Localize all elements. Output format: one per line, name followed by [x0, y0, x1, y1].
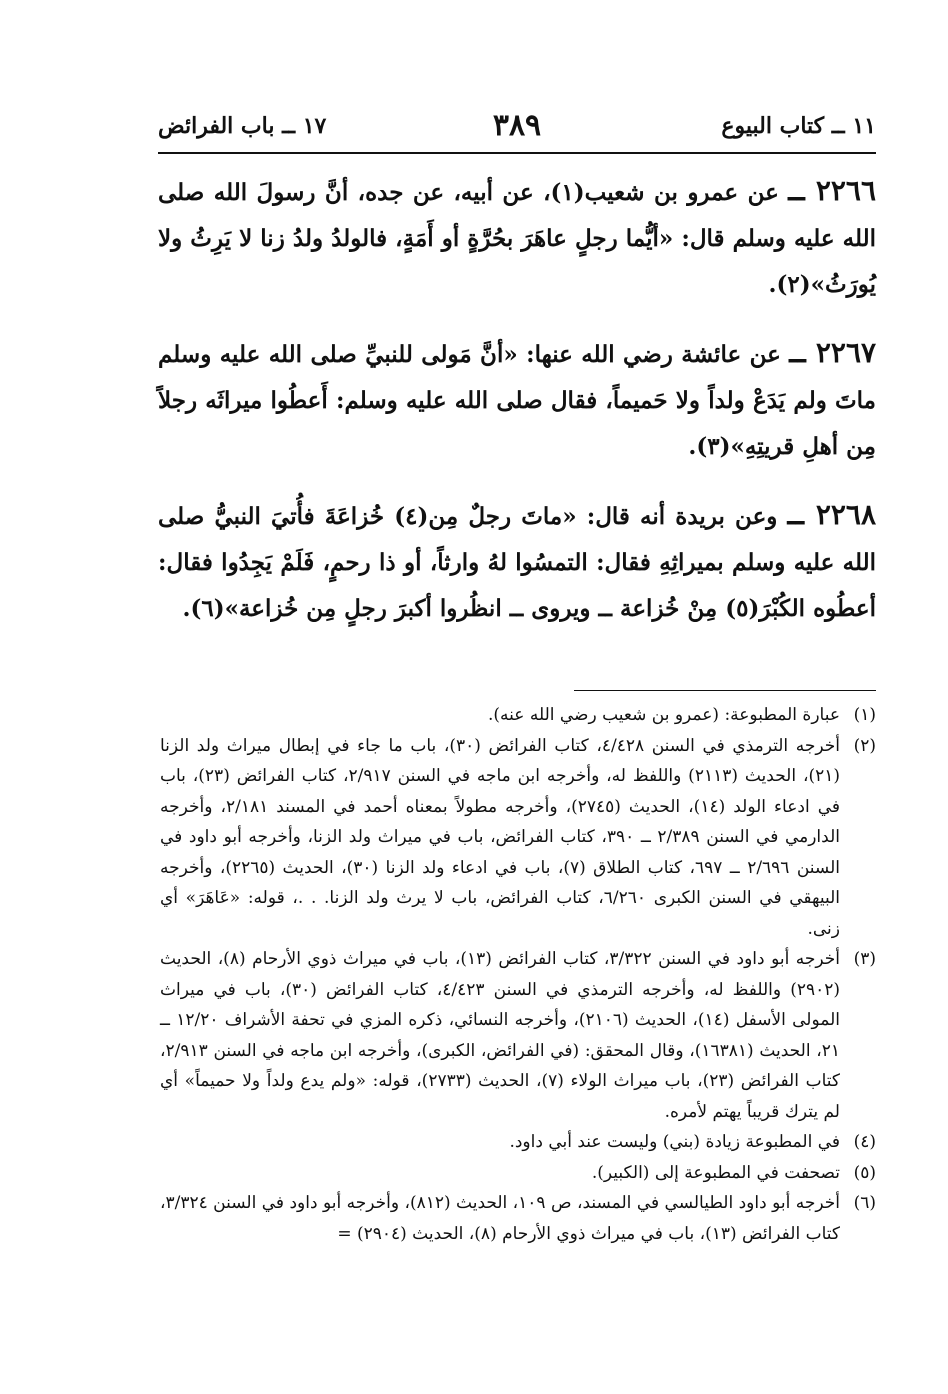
footnote-number: (٤): [853, 1132, 876, 1152]
footnote: [160, 1188, 876, 1249]
footnote-text: في المطبوعة زيادة (بني) وليست عند أبي داود.: [509, 1132, 840, 1152]
hadith-entry: [158, 330, 876, 470]
footnote-number: (٢): [853, 735, 876, 756]
running-header: [158, 110, 876, 150]
hadith-text: عن عائشة رضي الله عنها: «أنَّ مَولى للنبيِّ صلى الله عليه وسلم ماتَ ولم يَدَعْ ولداً ولا حَميماً، فقال صلى الله عليه وسلم: أَعطُوا ميراثَه رجلاً مِن أهلِ قريتِهِ»(٣).: [158, 341, 876, 460]
header-rule: [158, 152, 876, 154]
footnote: [160, 944, 876, 1127]
footnote: [160, 731, 876, 945]
chapter-title: ١٧ ــ باب الفرائض: [158, 113, 327, 139]
hadith-text: عن عمرو بن شعيب(١)، عن أبيه، عن جده، أنَّ رسولَ الله صلى الله عليه وسلم قال: «أيُّما رجلٍ عاهَرَ بحُرَّةٍ أو أَمَةٍ، فالولدُ ولدُ زنا لا يَرِثُ ولا يُورَثُ»(٢).: [158, 179, 876, 298]
hadith-entry: [158, 168, 876, 308]
footnote: [160, 1158, 876, 1189]
footnote-text: أخرجه الترمذي في السنن ٤/٤٢٨، كتاب الفرائض (٣٠)، باب ما جاء في إبطال ميراث ولد الزنا (٢١)، الحديث (٢١١٣) واللفظ له، وأخرجه ابن ماجه في السنن ٢/٩١٧، كتاب الفرائض (٢٣)، باب في ادعاء الولد (١٤)، الحديث (٢٧٤٥)، وأخرجه مطولاً بمعناه أحمد في المسند ٢/١٨١، وأخرجه الدارمي في السنن ٢/٣٨٩ ــ ٣٩٠، كتاب الفرائض، باب في ميراث ولد الزنا، وأخرجه أبو داود في السنن ٢/٦٩٦ ــ ٦٩٧، كتاب الطلاق (٧)، باب في ادعاء ولد الزنا (٣٠)، الحديث (٢٢٦٥)، وأخرجه البيهقي في السنن الكبرى ٦/٢٦٠، كتاب الفرائض، باب لا يرث ولد الزنا. . .، قوله: «عَاهَرَ» أي زنى.: [160, 735, 840, 939]
footnote-text: أخرجه أبو داود الطيالسي في المسند، ص ١٠٩، الحديث (٨١٢)، وأخرجه أبو داود في السنن ٣/٣٢٤، كتاب الفرائض (١٣)، باب في ميراث ذوي الأرحام (٨)، الحديث (٢٩٠٤) =: [160, 1193, 840, 1244]
hadith-number: ٢٢٦٧ ــ: [789, 336, 877, 369]
footnote-number: (٥): [853, 1162, 876, 1183]
footnote-number: (١): [853, 705, 876, 725]
footnote-number: (٣): [853, 949, 876, 969]
footnotes: [160, 700, 876, 1249]
footnote-text: عبارة المطبوعة: (عمرو بن شعيب رضي الله عنه).: [488, 705, 840, 725]
hadith-text: وعن بريدة أنه قال: «ماتَ رجلٌ مِن(٤) خُزاعَةَ فأُتيَ النبيُّ صلى الله عليه وسلم بميراثِهِ فقال: التمسُوا لهُ وارثاً، أو ذا رحمٍ، فَلَمْ يَجِدُوا فقال: أعطُوه الكُبْرَ(٥) مِنْ خُزاعة ــ ويروى ــ انظُروا أكبرَ رجلٍ مِن خُزاعة»(٦).: [158, 503, 876, 622]
book-title: ١١ ــ كتاب البيوع: [721, 113, 876, 139]
footnote: [160, 1127, 876, 1158]
footnote-text: تصحفت في المطبوعة إلى (الكبير).: [591, 1162, 840, 1183]
hadith-body: [158, 168, 876, 654]
page-number: ٣٨٩: [492, 108, 542, 143]
hadith-entry: [158, 492, 876, 632]
footnote: [160, 700, 876, 731]
hadith-number: ٢٢٦٨ ــ: [787, 498, 876, 531]
footnote-text: أخرجه أبو داود في السنن ٣/٣٢٢، كتاب الفرائض (١٣)، باب في ميراث ذوي الأرحام (٨)، الحديث (٢٩٠٢) واللفظ له، وأخرجه الترمذي في السنن ٤/٤٢٣، كتاب الفرائض (٣٠)، باب في ميراث المولى الأسفل (١٤)، الحديث (٢١٠٦)، وأخرجه النسائي، ذكره المزي في تحفة الأشراف ١٢/٢٠ ــ ٢١، الحديث (١٦٣٨١)، وقال المحقق: (في الفرائض، الكبرى)، وأخرجه ابن ماجه في السنن ٢/٩١٣، كتاب الفرائض (٢٣)، باب ميراث الولاء (٧)، الحديث (٢٧٣٣)، قوله: «ولم يدع ولداً ولا حميماً» أي لم يترك قريباً يهتم لأمره.: [160, 949, 841, 1122]
footnote-number: (٦): [853, 1193, 876, 1213]
hadith-number: ٢٢٦٦ ــ: [788, 174, 876, 207]
footnote-separator: [574, 690, 876, 691]
